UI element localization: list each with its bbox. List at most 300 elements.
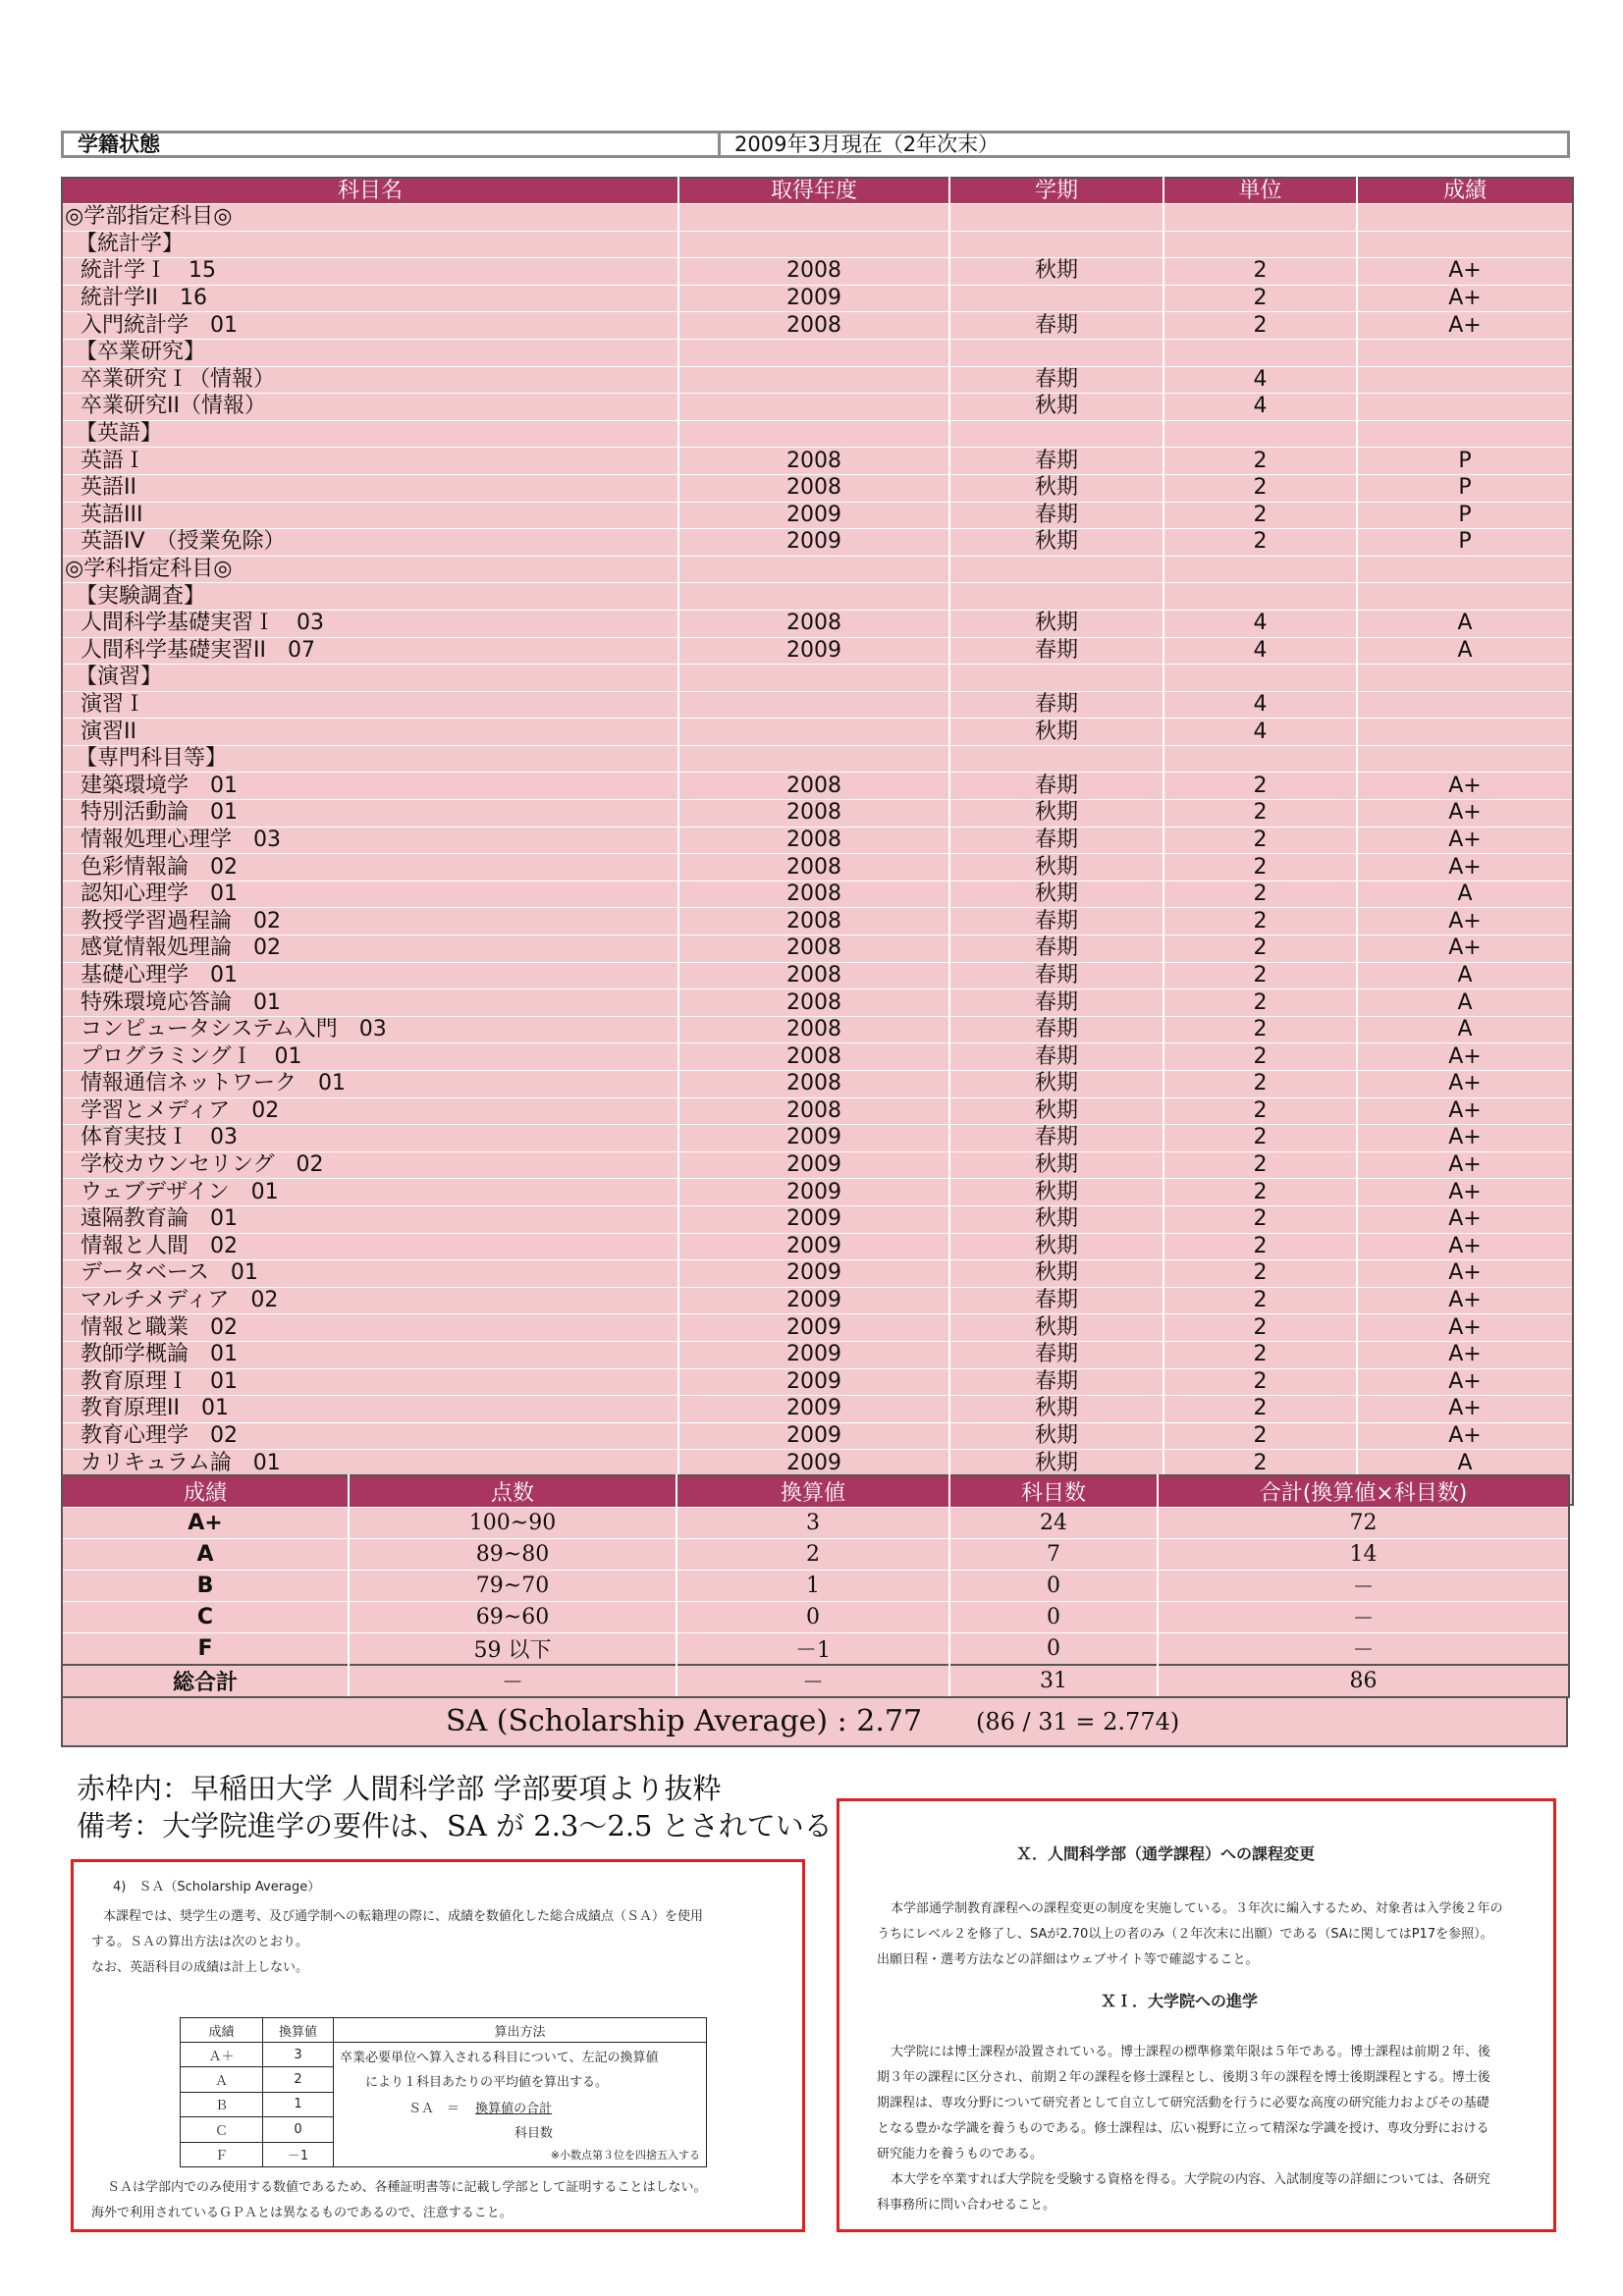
credits-cell: 2 (1163, 989, 1357, 1017)
sa-formula (340, 2098, 700, 2116)
table-row (62, 773, 1573, 800)
grade-cell: A+ (1357, 1179, 1573, 1206)
credits-cell: 2 (1163, 1016, 1357, 1043)
credits-cell: 2 (1163, 1233, 1357, 1260)
grade-cell: A (1357, 1450, 1573, 1477)
table-row (62, 800, 1573, 828)
table-row (62, 665, 1573, 692)
year-cell: 2009 (678, 529, 949, 557)
formula-lhs: ＳＡ ＝ (408, 2102, 460, 2116)
grade-cell: A+ (1357, 935, 1573, 963)
credits-cell: 2 (1163, 1450, 1357, 1477)
grade-cell: A+ (1357, 1043, 1573, 1071)
subject-cell: 統計学II 16 (62, 285, 678, 312)
term-cell: 春期 (949, 1043, 1163, 1071)
table-row (62, 1287, 1573, 1314)
subject-cell: 情報通信ネットワーク 01 (62, 1071, 678, 1098)
excerpt-sa-definition (71, 1859, 805, 2232)
grade-cell: B (62, 1571, 349, 1602)
term-cell: 春期 (949, 935, 1163, 963)
year-cell: 2009 (678, 285, 949, 312)
value-cell: 1 (676, 1571, 949, 1602)
grade-cell: A (1357, 1016, 1573, 1043)
grade-cell: A (62, 1539, 349, 1571)
col-header-term: 学期 (949, 178, 1163, 204)
table-row (62, 1633, 1569, 1666)
credits-cell (1163, 339, 1357, 366)
status-value: 2009年3月現在（2年次末） (734, 133, 1000, 156)
subject-cell: 特別活動論 01 (62, 800, 678, 828)
subject-cell: データベース 01 (62, 1260, 678, 1288)
table-header-row (62, 178, 1573, 204)
excerpt-paragraph: 大学院には博士課程が設置されている。博士課程の標準修業年限は５年である。博士課程は前期２年、後 (891, 2045, 1491, 2059)
table-row (62, 908, 1573, 935)
subject-cell: 教育原理Ｉ 01 (62, 1368, 678, 1396)
summary-body (62, 1508, 1569, 1698)
term-cell: 秋期 (949, 1233, 1163, 1260)
year-cell: 2009 (678, 1205, 949, 1233)
table-row (62, 719, 1573, 746)
subject-cell: 人間科学基礎実習Ｉ 03 (62, 610, 678, 637)
credits-cell: 2 (1163, 1125, 1357, 1152)
subject-cell: プログラミングＩ 01 (62, 1043, 678, 1071)
course-grades-table (61, 177, 1574, 1506)
table-row (62, 204, 1573, 232)
score-cell: － (349, 1665, 676, 1697)
value-cell: 2 (676, 1539, 949, 1571)
year-cell: 2008 (678, 312, 949, 340)
grade-cell: A+ (1357, 312, 1573, 340)
credits-cell: 4 (1163, 719, 1357, 746)
credits-cell: 4 (1163, 637, 1357, 665)
grade-cell: A (1357, 989, 1573, 1017)
table-row (62, 1422, 1573, 1450)
year-cell (678, 420, 949, 448)
subject-cell: 特殊環境応答論 01 (62, 989, 678, 1017)
table-cell: Ｂ (181, 2092, 263, 2116)
grade-cell: A (1357, 610, 1573, 637)
term-cell: 春期 (949, 962, 1163, 989)
score-cell: 79~70 (349, 1571, 676, 1602)
table-row (62, 1205, 1573, 1233)
year-cell: 2008 (678, 908, 949, 935)
grade-cell: A+ (1357, 1260, 1573, 1288)
table-row (62, 1602, 1569, 1633)
subject-cell: 【演習】 (62, 665, 678, 692)
value-cell: 3 (676, 1508, 949, 1539)
year-cell (678, 366, 949, 394)
grade-cell: A+ (1357, 1233, 1573, 1260)
grade-cell (1357, 204, 1573, 232)
excerpt-paragraph: なお、英語科目の成績は計上しない。 (91, 1960, 309, 1975)
table-row (62, 854, 1573, 881)
total-cell: 86 (1158, 1665, 1569, 1697)
year-cell: 2008 (678, 989, 949, 1017)
term-cell (949, 665, 1163, 692)
subject-cell: ◎学科指定科目◎ (62, 556, 678, 583)
table-row (62, 583, 1573, 611)
term-cell: 秋期 (949, 1422, 1163, 1450)
total-cell: － (1158, 1633, 1569, 1666)
year-cell: 2009 (678, 1151, 949, 1179)
grade-cell: P (1357, 502, 1573, 529)
year-cell: 2009 (678, 1125, 949, 1152)
year-cell (678, 691, 949, 719)
excerpt-heading: ＸＩ．大学院への進学 (1101, 1992, 1259, 2010)
subject-cell: 演習Ｉ (62, 691, 678, 719)
year-cell: 2009 (678, 1287, 949, 1314)
grade-cell: A+ (1357, 1422, 1573, 1450)
grade-cell: F (62, 1633, 349, 1666)
grade-cell (1357, 420, 1573, 448)
year-cell: 2008 (678, 1016, 949, 1043)
term-cell: 秋期 (949, 854, 1163, 881)
year-cell: 2008 (678, 610, 949, 637)
term-cell: 秋期 (949, 1260, 1163, 1288)
term-cell (949, 231, 1163, 258)
subject-cell: 情報と人間 02 (62, 1233, 678, 1260)
term-cell: 秋期 (949, 1071, 1163, 1098)
grade-cell: A (1357, 637, 1573, 665)
excerpt-paragraph: 研究能力を養うものである。 (877, 2147, 1044, 2162)
grade-cell: A+ (1357, 258, 1573, 286)
excerpt-paragraph: 期３年の課程に区分され、前期２年の課程を修士課程とし、後期３年の課程を博士後期課程とする。博士後 (877, 2070, 1490, 2085)
credits-cell: 4 (1163, 394, 1357, 421)
credits-cell (1163, 231, 1357, 258)
table-row (62, 745, 1573, 773)
enrollment-status-bar (61, 131, 1570, 158)
subject-cell: 演習II (62, 719, 678, 746)
excerpt-paragraph: 出願日程・選考方法などの詳細はウェブサイト等で確認すること。 (877, 1952, 1259, 1967)
year-cell: 2009 (678, 1368, 949, 1396)
year-cell: 2008 (678, 448, 949, 475)
credits-cell: 2 (1163, 474, 1357, 502)
year-cell: 2008 (678, 881, 949, 908)
table-row (62, 502, 1573, 529)
table-row (62, 1016, 1573, 1043)
term-cell: 秋期 (949, 1179, 1163, 1206)
table-row (62, 935, 1573, 963)
term-cell: 秋期 (949, 1097, 1163, 1125)
year-cell: 2008 (678, 258, 949, 286)
grade-cell: A+ (1357, 1071, 1573, 1098)
year-cell (678, 204, 949, 232)
subject-cell: 入門統計学 01 (62, 312, 678, 340)
table-row (62, 420, 1573, 448)
term-cell (949, 583, 1163, 611)
grade-cell (1357, 665, 1573, 692)
excerpt-paragraph: 本学部通学制教育課程への課程変更の制度を実施している。３年次に編入するため、対象者は入学後２年の (891, 1901, 1503, 1916)
subject-cell: 学習とメディア 02 (62, 1097, 678, 1125)
table-cell: Ａ＋ (181, 2043, 263, 2067)
term-cell: 秋期 (949, 529, 1163, 557)
excerpt-paragraph: 本大学を卒業すれば大学院を受験する資格を得る。大学院の内容、入試制度等の詳細については、各研究 (891, 2172, 1490, 2187)
table-row (181, 2018, 707, 2043)
year-cell (678, 339, 949, 366)
summary-total-row (62, 1665, 1569, 1697)
excerpt-paragraph: 科事務所に問い合わせること。 (877, 2198, 1056, 2213)
year-cell: 2009 (678, 1314, 949, 1342)
term-cell: 秋期 (949, 881, 1163, 908)
table-row (62, 1539, 1569, 1571)
term-cell: 秋期 (949, 1205, 1163, 1233)
year-cell (678, 745, 949, 773)
sa-main-text: SA (Scholarship Average) : 2.77 (446, 1704, 923, 1738)
grade-cell: A (1357, 962, 1573, 989)
credits-cell: 2 (1163, 1205, 1357, 1233)
summary-col-total: 合計(換算値×科目数) (1158, 1475, 1569, 1508)
grade-cell (1357, 691, 1573, 719)
credits-cell: 4 (1163, 366, 1357, 394)
year-cell: 2009 (678, 1422, 949, 1450)
year-cell (678, 231, 949, 258)
term-cell: 春期 (949, 773, 1163, 800)
excerpt-course-change (837, 1798, 1556, 2232)
table-row (62, 1508, 1569, 1539)
table-row (62, 1097, 1573, 1125)
table-cell: Ｆ (181, 2142, 263, 2166)
subject-cell: 人間科学基礎実習II 07 (62, 637, 678, 665)
table-row (62, 474, 1573, 502)
total-cell: － (1158, 1602, 1569, 1633)
sa-calculation-table (180, 2017, 707, 2167)
table-row (62, 1396, 1573, 1423)
year-cell: 2008 (678, 474, 949, 502)
excerpt-paragraph: ＳＡは学部内でのみ使用する数値であるため、各種証明書等に記載し学部として証明することはしない。 (107, 2180, 707, 2195)
table-row (62, 881, 1573, 908)
subject-cell: 【実験調査】 (62, 583, 678, 611)
table-cell: 1 (263, 2092, 334, 2116)
credits-cell: 2 (1163, 529, 1357, 557)
term-cell (949, 204, 1163, 232)
subject-cell: 英語II (62, 474, 678, 502)
table-row (62, 529, 1573, 557)
year-cell (678, 665, 949, 692)
year-cell (678, 556, 949, 583)
term-cell (949, 339, 1163, 366)
excerpt-heading: 4) ＳＡ（Scholarship Average） (113, 1880, 321, 1895)
excerpt-paragraph: 本課程では、奨学生の選考、及び通学制への転籍理の際に、成績を数値化した総合成績点（ＳＡ）を使用 (103, 1909, 704, 1924)
term-cell: 春期 (949, 989, 1163, 1017)
credits-cell: 2 (1163, 935, 1357, 963)
credits-cell: 2 (1163, 908, 1357, 935)
grade-cell: A+ (1357, 827, 1573, 854)
subject-cell: 卒業研究Ｉ（情報） (62, 366, 678, 394)
grade-cell: A+ (1357, 1396, 1573, 1423)
term-cell: 秋期 (949, 1151, 1163, 1179)
col-header-year: 取得年度 (678, 178, 949, 204)
subject-cell: 認知心理学 01 (62, 881, 678, 908)
calc-method-cell (334, 2043, 707, 2167)
year-cell (678, 583, 949, 611)
grade-cell: A+ (1357, 1314, 1573, 1342)
year-cell: 2008 (678, 827, 949, 854)
subject-cell: 【英語】 (62, 420, 678, 448)
subject-cell: 遠隔教育論 01 (62, 1205, 678, 1233)
credits-cell: 2 (1163, 1260, 1357, 1288)
note-source: 赤枠内：早稲田大学 人間科学部 学部要項より抜粋 (77, 1772, 722, 1805)
excerpt-heading: Ｘ．人間科学部（通学課程）への課程変更 (1016, 1844, 1316, 1863)
term-cell: 春期 (949, 1341, 1163, 1368)
credits-cell (1163, 556, 1357, 583)
table-cell: 2 (263, 2067, 334, 2092)
score-cell: 89~80 (349, 1539, 676, 1571)
subject-cell: 色彩情報論 02 (62, 854, 678, 881)
credits-cell: 2 (1163, 1341, 1357, 1368)
table-row (62, 1179, 1573, 1206)
term-cell (949, 556, 1163, 583)
table-row (62, 989, 1573, 1017)
calc-col-grade: 成績 (181, 2018, 263, 2043)
table-row (62, 827, 1573, 854)
year-cell: 2008 (678, 935, 949, 963)
credits-cell: 2 (1163, 881, 1357, 908)
year-cell: 2009 (678, 1341, 949, 1368)
count-cell: 31 (949, 1665, 1158, 1697)
term-cell: 春期 (949, 1125, 1163, 1152)
count-cell: 0 (949, 1633, 1158, 1666)
term-cell: 秋期 (949, 474, 1163, 502)
table-cell: Ａ (181, 2067, 263, 2092)
term-cell (949, 745, 1163, 773)
table-cell: －1 (263, 2142, 334, 2166)
summary-header-row (62, 1475, 1569, 1508)
credits-cell: 2 (1163, 854, 1357, 881)
grade-cell: C (62, 1602, 349, 1633)
score-cell: 59 以下 (349, 1633, 676, 1666)
credits-cell: 2 (1163, 1071, 1357, 1098)
score-cell: 69~60 (349, 1602, 676, 1633)
grade-cell: A+ (1357, 285, 1573, 312)
credits-cell: 2 (1163, 258, 1357, 286)
year-cell: 2009 (678, 1179, 949, 1206)
credits-cell: 2 (1163, 1368, 1357, 1396)
term-cell: 秋期 (949, 800, 1163, 828)
excerpt-paragraph: 海外で利用されているＧＰＡとは異なるものであるので、注意すること。 (91, 2206, 513, 2220)
table-row (62, 1260, 1573, 1288)
subject-cell: 統計学Ｉ 15 (62, 258, 678, 286)
credits-cell (1163, 665, 1357, 692)
subject-cell: 英語III (62, 502, 678, 529)
col-header-subject: 科目名 (62, 178, 678, 204)
grade-cell: A+ (1357, 1368, 1573, 1396)
grade-cell: A+ (1357, 773, 1573, 800)
formula-note: ※小数点第３位を四捨五入する (550, 2149, 700, 2162)
grade-cell: A+ (1357, 908, 1573, 935)
subject-cell: 【専門科目等】 (62, 745, 678, 773)
subject-cell: コンピュータシステム入門 03 (62, 1016, 678, 1043)
year-cell: 2009 (678, 1396, 949, 1423)
term-cell: 秋期 (949, 258, 1163, 286)
term-cell: 春期 (949, 1016, 1163, 1043)
term-cell: 秋期 (949, 394, 1163, 421)
term-cell: 春期 (949, 691, 1163, 719)
credits-cell: 2 (1163, 962, 1357, 989)
credits-cell: 2 (1163, 1396, 1357, 1423)
grade-cell: P (1357, 529, 1573, 557)
table-row (62, 448, 1573, 475)
table-row (62, 610, 1573, 637)
grade-cell: P (1357, 474, 1573, 502)
table-cell: 3 (263, 2043, 334, 2067)
term-cell: 秋期 (949, 719, 1163, 746)
method-text: により１科目あたりの平均値を算出する。 (365, 2075, 609, 2090)
summary-col-value: 換算値 (676, 1475, 949, 1508)
credits-cell (1163, 420, 1357, 448)
term-cell: 秋期 (949, 610, 1163, 637)
year-cell: 2009 (678, 1233, 949, 1260)
term-cell: 春期 (949, 502, 1163, 529)
table-row (62, 1071, 1573, 1098)
grade-cell (1357, 231, 1573, 258)
sa-result (61, 1696, 1568, 1747)
term-cell: 秋期 (949, 1314, 1163, 1342)
credits-cell: 2 (1163, 312, 1357, 340)
year-cell: 2008 (678, 1097, 949, 1125)
credits-cell: 2 (1163, 1043, 1357, 1071)
credits-cell: 2 (1163, 448, 1357, 475)
subject-cell: 建築環境学 01 (62, 773, 678, 800)
term-cell: 春期 (949, 366, 1163, 394)
summary-col-count: 科目数 (949, 1475, 1158, 1508)
grade-cell (1357, 556, 1573, 583)
table-row (62, 637, 1573, 665)
value-cell: －1 (676, 1633, 949, 1666)
course-grades-body (62, 204, 1573, 1505)
total-cell: 14 (1158, 1539, 1569, 1571)
year-cell: 2008 (678, 854, 949, 881)
credits-cell: 2 (1163, 1151, 1357, 1179)
status-label: 学籍状態 (64, 133, 721, 155)
table-row (62, 366, 1573, 394)
excerpt-paragraph: うちにレベル２を修了し、SAが2.70以上の者のみ（２年次末に出願）である（SAに関してはP17を参照）。 (877, 1927, 1493, 1942)
table-row (62, 1125, 1573, 1152)
credits-cell: 4 (1163, 610, 1357, 637)
table-row (62, 258, 1573, 286)
table-row (62, 1571, 1569, 1602)
credits-cell: 2 (1163, 773, 1357, 800)
credits-cell: 2 (1163, 502, 1357, 529)
grade-cell (1357, 719, 1573, 746)
table-row (62, 1151, 1573, 1179)
table-row (62, 556, 1573, 583)
term-cell: 秋期 (949, 1396, 1163, 1423)
term-cell: 春期 (949, 637, 1163, 665)
count-cell: 0 (949, 1602, 1158, 1633)
year-cell: 2008 (678, 962, 949, 989)
grade-cell: A (1357, 881, 1573, 908)
table-cell: 0 (263, 2117, 334, 2142)
grade-cell (1357, 583, 1573, 611)
value-cell: 0 (676, 1602, 949, 1633)
term-cell: 春期 (949, 1368, 1163, 1396)
subject-cell: 【卒業研究】 (62, 339, 678, 366)
score-cell: 100~90 (349, 1508, 676, 1539)
credits-cell: 2 (1163, 1287, 1357, 1314)
subject-cell: 感覚情報処理論 02 (62, 935, 678, 963)
grade-cell: A+ (1357, 1125, 1573, 1152)
summary-col-grade: 成績 (62, 1475, 349, 1508)
calc-col-value: 換算値 (263, 2018, 334, 2043)
grade-cell: A+ (1357, 1287, 1573, 1314)
excerpt-paragraph: となる豊かな学識を養うものである。修士課程は、広い視野に立って精深な学識を授け、専攻分野における (877, 2121, 1489, 2136)
credits-cell (1163, 204, 1357, 232)
col-header-grade: 成績 (1357, 178, 1573, 204)
year-cell: 2009 (678, 1260, 949, 1288)
table-row (62, 231, 1573, 258)
total-cell: － (1158, 1571, 1569, 1602)
table-row (62, 691, 1573, 719)
